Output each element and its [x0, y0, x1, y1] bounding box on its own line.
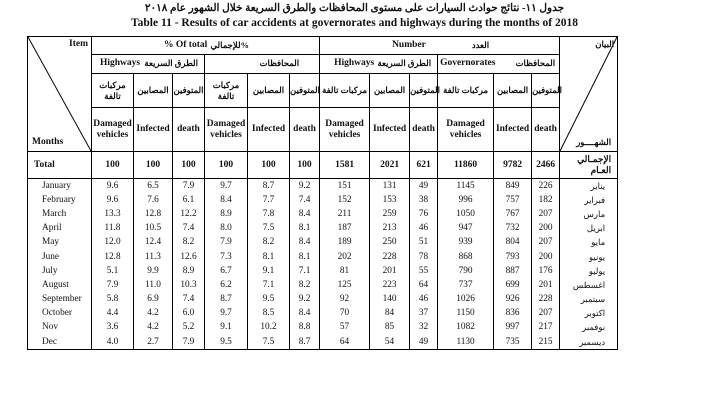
- table-row: [28, 193, 618, 207]
- table-row: [28, 207, 618, 221]
- data-cell: 215: [532, 335, 560, 350]
- pct-highways-header: Highways الطرق السريعة: [92, 55, 205, 74]
- data-cell: 176: [532, 264, 560, 278]
- data-cell: 735: [494, 335, 532, 350]
- month-label: February: [28, 193, 92, 207]
- total-cell: 100: [92, 152, 134, 179]
- data-cell: 8.1: [248, 250, 290, 264]
- data-cell: 49: [410, 335, 438, 350]
- month-label-arabic: نوفمبر: [560, 321, 618, 335]
- month-label: August: [28, 278, 92, 292]
- table-title-arabic: جدول ١١- نتائج حوادث السيارات على مستوى المحافظات والطرق السريعة خلال الشهور عام ٢٠١٨: [144, 3, 565, 14]
- data-cell: 213: [370, 222, 410, 236]
- col-en-infected: Infected: [134, 108, 173, 152]
- data-cell: 7.4: [173, 222, 205, 236]
- total-cell: 2021: [370, 152, 410, 179]
- month-label-arabic: سبتمبر: [560, 293, 618, 307]
- data-cell: 7.5: [248, 222, 290, 236]
- total-cell: 621: [410, 152, 438, 179]
- data-cell: 7.5: [248, 335, 290, 350]
- data-cell: 6.0: [173, 307, 205, 321]
- data-cell: 3.6: [92, 321, 134, 335]
- month-label: September: [28, 293, 92, 307]
- data-cell: 152: [320, 193, 370, 207]
- col-en-damaged: Damaged vehicles: [92, 108, 134, 152]
- data-cell: 228: [370, 250, 410, 264]
- data-cell: 49: [410, 179, 438, 194]
- data-cell: 6.1: [173, 193, 205, 207]
- number-header: Number العدد: [320, 37, 560, 55]
- data-cell: 12.6: [173, 250, 205, 264]
- data-cell: 12.4: [134, 236, 173, 250]
- data-cell: 84: [370, 307, 410, 321]
- month-label: March: [28, 207, 92, 221]
- col-ar-death: المتوفين: [410, 74, 438, 108]
- data-cell: 46: [410, 293, 438, 307]
- total-cell: 100: [290, 152, 320, 179]
- table-row: [28, 179, 618, 194]
- data-cell: 8.2: [248, 236, 290, 250]
- data-cell: 7.9: [205, 236, 248, 250]
- data-cell: 8.0: [205, 222, 248, 236]
- data-cell: 9.9: [134, 264, 173, 278]
- data-cell: 4.2: [134, 307, 173, 321]
- data-cell: 70: [320, 307, 370, 321]
- data-cell: 7.1: [248, 278, 290, 292]
- total-cell: 11860: [438, 152, 494, 179]
- data-cell: 64: [320, 335, 370, 350]
- col-en-death: death: [532, 108, 560, 152]
- total-cell: 2466: [532, 152, 560, 179]
- data-cell: 200: [532, 250, 560, 264]
- total-row: [28, 152, 618, 179]
- corner-item-months: [28, 37, 92, 152]
- data-cell: 131: [370, 179, 410, 194]
- data-cell: 85: [370, 321, 410, 335]
- data-cell: 804: [494, 236, 532, 250]
- total-cell: 100: [205, 152, 248, 179]
- data-cell: 849: [494, 179, 532, 194]
- data-cell: 9.5: [248, 293, 290, 307]
- data-cell: 187: [320, 222, 370, 236]
- data-cell: 9.5: [205, 335, 248, 350]
- data-cell: 732: [494, 222, 532, 236]
- col-en-infected: Infected: [370, 108, 410, 152]
- data-cell: 7.7: [248, 193, 290, 207]
- data-cell: 767: [494, 207, 532, 221]
- num-highways-header: Highways الطرق السريعة: [320, 55, 438, 74]
- data-cell: 207: [532, 236, 560, 250]
- data-cell: 200: [532, 222, 560, 236]
- data-cell: 5.8: [92, 293, 134, 307]
- col-ar-death: المتوفين: [290, 74, 320, 108]
- data-cell: 32: [410, 321, 438, 335]
- col-en-death: death: [410, 108, 438, 152]
- col-en-damaged: Damaged vehicles: [205, 108, 248, 152]
- data-cell: 10.5: [134, 222, 173, 236]
- table-row: [28, 222, 618, 236]
- data-cell: 7.3: [205, 250, 248, 264]
- table-row: [28, 335, 618, 350]
- col-ar-damaged: مركبات تالفة: [320, 74, 370, 108]
- month-label: July: [28, 264, 92, 278]
- total-cell: 9782: [494, 152, 532, 179]
- data-cell: 11.3: [134, 250, 173, 264]
- data-cell: 1026: [438, 293, 494, 307]
- data-cell: 8.1: [290, 222, 320, 236]
- num-governorates-header: Governorates المحافظات: [438, 55, 560, 74]
- data-cell: 836: [494, 307, 532, 321]
- data-cell: 926: [494, 293, 532, 307]
- data-cell: 8.4: [290, 236, 320, 250]
- col-ar-infected: المصابين: [248, 74, 290, 108]
- month-label-arabic: يوليو: [560, 264, 618, 278]
- data-cell: 7.4: [290, 193, 320, 207]
- month-label-arabic: اكتوبر: [560, 307, 618, 321]
- table-title-english: Table 11 - Results of car accidents at governorates and highways during the months of 2018: [131, 17, 578, 29]
- total-cell: 100: [134, 152, 173, 179]
- col-en-damaged: Damaged vehicles: [438, 108, 494, 152]
- data-cell: 92: [320, 293, 370, 307]
- table-row: [28, 264, 618, 278]
- data-cell: 202: [320, 250, 370, 264]
- data-cell: 8.4: [290, 307, 320, 321]
- data-cell: 125: [320, 278, 370, 292]
- month-label-arabic: فبراير: [560, 193, 618, 207]
- data-cell: 12.0: [92, 236, 134, 250]
- data-cell: 182: [532, 193, 560, 207]
- data-cell: 76: [410, 207, 438, 221]
- month-label: June: [28, 250, 92, 264]
- data-cell: 7.6: [134, 193, 173, 207]
- col-ar-infected: المصابين: [370, 74, 410, 108]
- data-cell: 7.8: [248, 207, 290, 221]
- data-cell: 1130: [438, 335, 494, 350]
- data-cell: 8.7: [205, 293, 248, 307]
- table-row: [28, 293, 618, 307]
- month-label: April: [28, 222, 92, 236]
- data-cell: 223: [370, 278, 410, 292]
- data-cell: 207: [532, 207, 560, 221]
- data-cell: 7.9: [173, 179, 205, 194]
- data-cell: 8.5: [248, 307, 290, 321]
- data-cell: 947: [438, 222, 494, 236]
- data-cell: 7.9: [92, 278, 134, 292]
- data-cell: 13.3: [92, 207, 134, 221]
- col-ar-infected: المصابين: [494, 74, 532, 108]
- data-cell: 78: [410, 250, 438, 264]
- data-cell: 5.1: [92, 264, 134, 278]
- data-cell: 226: [532, 179, 560, 194]
- data-cell: 12.8: [134, 207, 173, 221]
- data-cell: 211: [320, 207, 370, 221]
- month-label-arabic: يناير: [560, 179, 618, 194]
- data-cell: 207: [532, 307, 560, 321]
- percent-of-total-header: % Of total %للإجمالي: [92, 37, 320, 55]
- data-cell: 1145: [438, 179, 494, 194]
- data-cell: 8.1: [290, 250, 320, 264]
- data-cell: 46: [410, 222, 438, 236]
- data-cell: 996: [438, 193, 494, 207]
- data-cell: 887: [494, 264, 532, 278]
- col-ar-death: المتوفين: [173, 74, 205, 108]
- data-cell: 81: [320, 264, 370, 278]
- data-cell: 793: [494, 250, 532, 264]
- data-cell: 201: [370, 264, 410, 278]
- data-cell: 140: [370, 293, 410, 307]
- data-cell: 757: [494, 193, 532, 207]
- data-cell: 12.8: [92, 250, 134, 264]
- data-cell: 8.9: [173, 264, 205, 278]
- data-cell: 790: [438, 264, 494, 278]
- data-cell: 1050: [438, 207, 494, 221]
- data-cell: 201: [532, 278, 560, 292]
- month-label: May: [28, 236, 92, 250]
- data-cell: 4.2: [134, 321, 173, 335]
- data-cell: 12.2: [173, 207, 205, 221]
- data-cell: 9.7: [205, 179, 248, 194]
- accidents-table: [27, 36, 618, 350]
- months-arabic-label: الشهــــور: [576, 137, 612, 147]
- col-en-death: death: [290, 108, 320, 152]
- data-cell: 11.0: [134, 278, 173, 292]
- table-row: [28, 278, 618, 292]
- data-cell: 1150: [438, 307, 494, 321]
- data-cell: 7.9: [173, 335, 205, 350]
- data-cell: 38: [410, 193, 438, 207]
- month-label-arabic: اغسطس: [560, 278, 618, 292]
- col-ar-damaged: مركبات تالفة: [438, 74, 494, 108]
- data-cell: 6.2: [205, 278, 248, 292]
- data-cell: 9.2: [290, 293, 320, 307]
- data-cell: 5.2: [173, 321, 205, 335]
- col-ar-damaged: مركبات تالفة: [205, 74, 248, 108]
- data-cell: 7.4: [173, 293, 205, 307]
- total-cell: 100: [248, 152, 290, 179]
- col-ar-damaged: مركبات تالفة: [92, 74, 134, 108]
- data-cell: 6.7: [205, 264, 248, 278]
- data-cell: 228: [532, 293, 560, 307]
- data-cell: 11.8: [92, 222, 134, 236]
- data-cell: 151: [320, 179, 370, 194]
- item-label: Item: [69, 39, 88, 49]
- month-label: October: [28, 307, 92, 321]
- col-en-infected: Infected: [494, 108, 532, 152]
- data-cell: 939: [438, 236, 494, 250]
- table-row: [28, 236, 618, 250]
- data-cell: 997: [494, 321, 532, 335]
- data-cell: 8.2: [173, 236, 205, 250]
- bayan-label: البيان: [595, 39, 615, 49]
- data-cell: 10.2: [248, 321, 290, 335]
- total-label: Total: [28, 152, 92, 179]
- data-cell: 64: [410, 278, 438, 292]
- data-cell: 868: [438, 250, 494, 264]
- month-label-arabic: ديسمبر: [560, 335, 618, 350]
- data-cell: 8.2: [290, 278, 320, 292]
- data-cell: 9.1: [248, 264, 290, 278]
- pct-governorates-header: المحافظات: [205, 55, 320, 74]
- data-cell: 8.8: [290, 321, 320, 335]
- data-cell: 250: [370, 236, 410, 250]
- data-cell: 153: [370, 193, 410, 207]
- data-cell: 4.4: [92, 307, 134, 321]
- data-cell: 8.7: [248, 179, 290, 194]
- data-cell: 217: [532, 321, 560, 335]
- col-en-infected: Infected: [248, 108, 290, 152]
- data-cell: 6.5: [134, 179, 173, 194]
- col-ar-death: المتوفين: [532, 74, 560, 108]
- data-cell: 9.6: [92, 179, 134, 194]
- data-cell: 9.7: [205, 307, 248, 321]
- col-en-death: death: [173, 108, 205, 152]
- month-label-arabic: مايو: [560, 236, 618, 250]
- data-cell: 259: [370, 207, 410, 221]
- data-cell: 737: [438, 278, 494, 292]
- table-row: [28, 321, 618, 335]
- data-cell: 699: [494, 278, 532, 292]
- data-cell: 9.1: [205, 321, 248, 335]
- data-cell: 9.6: [92, 193, 134, 207]
- table-row: [28, 307, 618, 321]
- data-cell: 8.9: [205, 207, 248, 221]
- data-cell: 2.7: [134, 335, 173, 350]
- total-label-arabic: الإجمـالي العـام: [560, 152, 618, 179]
- data-cell: 189: [320, 236, 370, 250]
- month-label-arabic: مارس: [560, 207, 618, 221]
- table-row: [28, 250, 618, 264]
- data-cell: 57: [320, 321, 370, 335]
- data-cell: 9.2: [290, 179, 320, 194]
- months-label: Months: [32, 137, 64, 147]
- data-cell: 37: [410, 307, 438, 321]
- total-cell: 1581: [320, 152, 370, 179]
- corner-bayan-shuhur: [560, 37, 618, 152]
- data-cell: 4.0: [92, 335, 134, 350]
- data-cell: 7.1: [290, 264, 320, 278]
- col-ar-infected: المصابين: [134, 74, 173, 108]
- month-label: Nov: [28, 321, 92, 335]
- data-cell: 6.9: [134, 293, 173, 307]
- data-cell: 55: [410, 264, 438, 278]
- total-cell: 100: [173, 152, 205, 179]
- month-label-arabic: ابريل: [560, 222, 618, 236]
- col-en-damaged: Damaged vehicles: [320, 108, 370, 152]
- data-cell: 54: [370, 335, 410, 350]
- data-cell: 8.7: [290, 335, 320, 350]
- month-label: January: [28, 179, 92, 194]
- data-cell: 8.4: [290, 207, 320, 221]
- data-cell: 8.4: [205, 193, 248, 207]
- data-cell: 10.3: [173, 278, 205, 292]
- data-cell: 51: [410, 236, 438, 250]
- data-cell: 1082: [438, 321, 494, 335]
- month-label-arabic: يونيو: [560, 250, 618, 264]
- month-label: Dec: [28, 335, 92, 350]
